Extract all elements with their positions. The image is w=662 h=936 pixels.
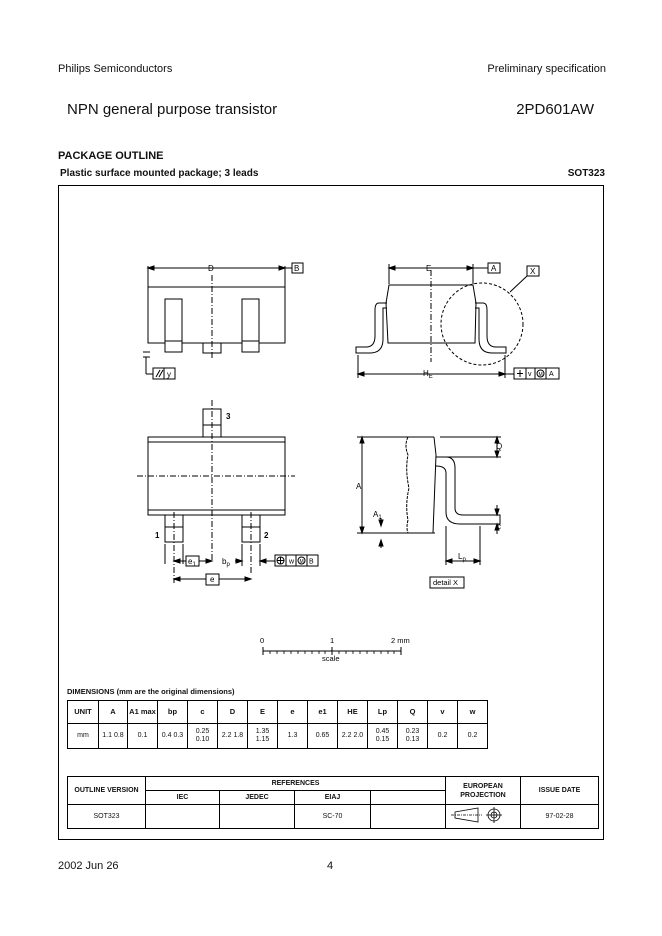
iec-header: IEC	[146, 791, 220, 805]
company-name: Philips Semiconductors	[58, 63, 173, 75]
empty-value	[371, 805, 446, 829]
label-bp: $b_p$	[222, 557, 230, 568]
references-table	[67, 776, 599, 829]
top-view-labels	[167, 264, 299, 379]
dim-header-bp: bp	[158, 701, 188, 724]
dim-header-e1: e1	[308, 701, 338, 724]
european-projection-header: EUROPEAN PROJECTION	[446, 777, 521, 805]
dim-value-e: 1.35 1.15	[248, 724, 278, 749]
label-y: y	[167, 370, 171, 379]
dim-value-a: 1.1 0.8	[99, 724, 128, 749]
scale-tick-0: 0	[260, 636, 265, 645]
dim-value-d: 2.2 1.8	[218, 724, 248, 749]
label-q: Q	[496, 442, 503, 451]
label-he: $H_E$	[423, 369, 433, 380]
package-code: SOT323	[567, 168, 605, 179]
top-view	[143, 263, 303, 379]
projection-cell	[446, 805, 521, 829]
label-e-pitch: e	[210, 575, 215, 584]
dim-header-unit: UNIT	[68, 701, 99, 724]
dim-value-unit: mm	[68, 724, 99, 749]
label-v: v	[528, 371, 532, 378]
dim-header-q: Q	[398, 701, 428, 724]
section-title: PACKAGE OUTLINE	[58, 150, 164, 162]
part-number: 2PD601AW	[516, 101, 594, 118]
label-x: X	[530, 267, 536, 276]
dim-value-e1: 0.65	[308, 724, 338, 749]
dim-value-q: 0.23 0.13	[398, 724, 428, 749]
dim-header-e-pitch: e	[278, 701, 308, 724]
dim-value-e-pitch: 1.3	[278, 724, 308, 749]
label-lp: $L_p$	[458, 552, 466, 563]
detail-x-view	[357, 437, 501, 588]
label-m2: M	[299, 559, 304, 565]
dim-value-he: 2.2 2.0	[338, 724, 368, 749]
iec-value	[146, 805, 220, 829]
scale-tick-1: 1	[330, 636, 335, 645]
side-view-labels	[423, 264, 554, 380]
dim-value-v: 0.2	[428, 724, 458, 749]
page-number: 4	[327, 860, 334, 872]
jedec-header: JEDEC	[220, 791, 295, 805]
eiaj-header: EIAJ	[295, 791, 371, 805]
outline-value: SOT323	[68, 805, 146, 829]
label-a-height: A	[356, 482, 362, 491]
label-d: D	[208, 264, 214, 273]
dim-value-w: 0.2	[458, 724, 488, 749]
label-w: w	[289, 558, 295, 566]
label-b-tol: B	[309, 558, 314, 566]
dim-header-c: c	[188, 701, 218, 724]
footer-date: 2002 Jun 26	[58, 860, 119, 872]
eiaj-value: SC-70	[295, 805, 371, 829]
label-b: B	[294, 264, 300, 273]
label-e1: $e_1$	[188, 557, 196, 568]
side-view	[356, 263, 559, 379]
label-e-width: E	[426, 264, 432, 273]
issue-date-value: 97-02-28	[521, 805, 599, 829]
label-a-ref: A	[491, 264, 497, 273]
spec-status: Preliminary specification	[487, 63, 606, 75]
bottom-view-labels	[155, 412, 314, 584]
dim-header-w: w	[458, 701, 488, 724]
dimensions-table	[67, 700, 488, 749]
outline-version-header: OUTLINE VERSION	[68, 777, 146, 805]
pin-2-label: 2	[264, 531, 269, 540]
dim-value-a1: 0.1	[128, 724, 158, 749]
label-c: c	[497, 522, 501, 531]
dim-header-e: E	[248, 701, 278, 724]
package-description: Plastic surface mounted package; 3 leads	[60, 168, 259, 179]
references-header: REFERENCES	[146, 777, 446, 791]
jedec-value	[220, 805, 295, 829]
empty-header	[371, 791, 446, 805]
label-a-tol: A	[549, 371, 554, 378]
detail-x-label: detail X	[433, 578, 459, 587]
dim-header-he: HE	[338, 701, 368, 724]
product-description: NPN general purpose transistor	[67, 101, 278, 118]
dim-header-a1: A1 max	[128, 701, 158, 724]
dim-header-a: A	[99, 701, 128, 724]
scale-label: scale	[322, 654, 340, 663]
dim-header-d: D	[218, 701, 248, 724]
scale-labels	[260, 636, 410, 663]
dim-value-bp: 0.4 0.3	[158, 724, 188, 749]
dim-header-lp: Lp	[368, 701, 398, 724]
dim-value-c: 0.25 0.10	[188, 724, 218, 749]
scale-tick-2: 2 mm	[391, 636, 410, 645]
issue-date-header: ISSUE DATE	[521, 777, 599, 805]
dimensions-title: DIMENSIONS (mm are the original dimensions)	[67, 687, 235, 696]
bottom-view	[137, 400, 318, 585]
dim-header-v: v	[428, 701, 458, 724]
pin-3-label: 3	[226, 412, 231, 421]
label-a1: $A_1$	[373, 510, 382, 521]
dim-value-lp: 0.45 0.15	[368, 724, 398, 749]
label-m1: M	[538, 372, 543, 378]
pin-1-label: 1	[155, 531, 160, 540]
